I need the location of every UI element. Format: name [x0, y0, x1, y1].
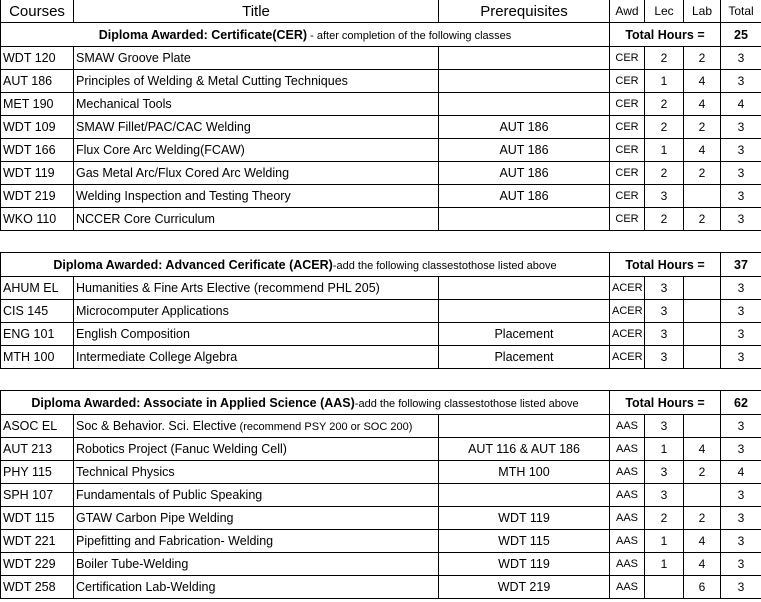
course-prereq: [439, 415, 610, 438]
spacer-cell: [1, 369, 761, 391]
course-code: PHY 115: [1, 461, 74, 484]
spacer-cell: [1, 231, 761, 253]
course-total: 4: [721, 461, 761, 484]
course-title: [74, 208, 439, 231]
course-code: WDT 229: [1, 553, 74, 576]
table-row: [1, 438, 761, 461]
course-prereq: [439, 70, 610, 93]
section-title: [1, 391, 610, 415]
header-courses: Courses: [1, 0, 74, 23]
header-lec: Lec: [645, 0, 684, 23]
table-row: [1, 93, 761, 116]
course-code: MTH 100: [1, 346, 74, 369]
course-prereq: [439, 93, 610, 116]
section-title: [1, 23, 610, 47]
course-prereq: WDT 219: [439, 576, 610, 599]
total-hours-value: 37: [721, 253, 761, 277]
course-total: 3: [721, 576, 761, 599]
course-prereq: Placement: [439, 346, 610, 369]
course-code: ASOC EL: [1, 415, 74, 438]
course-total: 3: [721, 47, 761, 70]
table-row: [1, 277, 761, 300]
course-prereq: AUT 186: [439, 185, 610, 208]
course-lab: 2: [684, 507, 721, 530]
course-total: 3: [721, 185, 761, 208]
table-row: [1, 300, 761, 323]
course-lec: [645, 576, 684, 599]
table-row: [1, 553, 761, 576]
course-title: [74, 185, 439, 208]
course-prereq: [439, 208, 610, 231]
table-row: [1, 530, 761, 553]
course-title-text: Mechanical Tools: [76, 97, 172, 111]
course-lec: 3: [645, 323, 684, 346]
course-total: 3: [721, 346, 761, 369]
course-prereq: WDT 119: [439, 507, 610, 530]
course-lab: 4: [684, 139, 721, 162]
course-title-text: Welding Inspection and Testing Theory: [76, 189, 291, 203]
course-total: 3: [721, 415, 761, 438]
course-lec: 3: [645, 484, 684, 507]
course-lec: 1: [645, 530, 684, 553]
course-prereq: AUT 186: [439, 116, 610, 139]
course-award: AAS: [610, 507, 645, 530]
course-code: SPH 107: [1, 484, 74, 507]
course-title: [74, 415, 439, 438]
section-label: Diploma Awarded: Advanced Cerificate (ACER): [53, 257, 333, 272]
course-award: AAS: [610, 530, 645, 553]
course-title-text: Certification Lab-Welding: [76, 580, 216, 594]
course-lab: 2: [684, 47, 721, 70]
course-title: [74, 323, 439, 346]
course-prereq: [439, 47, 610, 70]
course-award: CER: [610, 139, 645, 162]
course-lec: 1: [645, 139, 684, 162]
section-label: Diploma Awarded: Associate in Applied Science (AAS): [31, 395, 355, 410]
course-lec: 3: [645, 185, 684, 208]
course-prereq: Placement: [439, 323, 610, 346]
table-row: [1, 208, 761, 231]
course-title-text: SMAW Groove Plate: [76, 51, 191, 65]
course-code: WDT 221: [1, 530, 74, 553]
course-lab: 2: [684, 116, 721, 139]
course-title: [74, 530, 439, 553]
course-lec: 2: [645, 507, 684, 530]
table-row: [1, 139, 761, 162]
course-award: AAS: [610, 553, 645, 576]
header-title: Title: [74, 0, 439, 23]
course-title-text: Microcomputer Applications: [76, 304, 229, 318]
course-code: AUT 186: [1, 70, 74, 93]
table-row: [1, 47, 761, 70]
course-lab: 4: [684, 438, 721, 461]
course-title: [74, 553, 439, 576]
table-row: [1, 185, 761, 208]
table-row: [1, 323, 761, 346]
course-title: [74, 438, 439, 461]
course-total: 3: [721, 116, 761, 139]
course-lec: 2: [645, 162, 684, 185]
course-total: 3: [721, 530, 761, 553]
course-title: [74, 277, 439, 300]
course-title-text: Flux Core Arc Welding(FCAW): [76, 143, 245, 157]
course-code: MET 190: [1, 93, 74, 116]
course-title: [74, 461, 439, 484]
course-total: 4: [721, 93, 761, 116]
course-title: [74, 346, 439, 369]
course-code: WDT 109: [1, 116, 74, 139]
section-header-row: [1, 23, 761, 47]
table-row: [1, 484, 761, 507]
course-title-text: Gas Metal Arc/Flux Cored Arc Welding: [76, 166, 290, 180]
section-header-row: [1, 253, 761, 277]
course-code: WDT 120: [1, 47, 74, 70]
table-row: [1, 507, 761, 530]
course-prereq: [439, 484, 610, 507]
section-note: - after completion of the following classes: [307, 29, 512, 42]
course-lec: 3: [645, 277, 684, 300]
course-total: 3: [721, 277, 761, 300]
course-code: WDT 258: [1, 576, 74, 599]
course-code: ENG 101: [1, 323, 74, 346]
total-hours-value: 25: [721, 23, 761, 47]
course-total: 3: [721, 208, 761, 231]
course-title-text: SMAW Fillet/PAC/CAC Welding: [76, 120, 251, 134]
section-note: -add the following classestothose listed above: [354, 397, 579, 410]
course-title-text: Principles of Welding & Metal Cutting Techniques: [76, 74, 348, 88]
header-total: Total: [721, 0, 761, 23]
course-lec: 2: [645, 47, 684, 70]
course-lec: 2: [645, 93, 684, 116]
course-title: [74, 300, 439, 323]
course-total: 3: [721, 484, 761, 507]
course-total: 3: [721, 139, 761, 162]
course-award: CER: [610, 162, 645, 185]
table-row: [1, 461, 761, 484]
course-prereq: [439, 277, 610, 300]
course-code: WDT 115: [1, 507, 74, 530]
section-header-row: [1, 391, 761, 415]
course-prereq: MTH 100: [439, 461, 610, 484]
course-title-text: NCCER Core Curriculum: [76, 212, 215, 226]
course-award: CER: [610, 70, 645, 93]
course-lec: 3: [645, 461, 684, 484]
course-lab: [684, 484, 721, 507]
course-total: 3: [721, 553, 761, 576]
table-row: [1, 162, 761, 185]
course-award: ACER: [610, 346, 645, 369]
course-award: ACER: [610, 277, 645, 300]
course-prereq: AUT 186: [439, 162, 610, 185]
course-award: CER: [610, 47, 645, 70]
course-award: CER: [610, 93, 645, 116]
course-lec: 3: [645, 415, 684, 438]
course-prereq: WDT 119: [439, 553, 610, 576]
course-lec: 2: [645, 116, 684, 139]
table-row: [1, 576, 761, 599]
course-lab: 4: [684, 530, 721, 553]
course-total: 3: [721, 162, 761, 185]
table-row: [1, 116, 761, 139]
total-hours-label: Total Hours =: [610, 253, 721, 277]
course-title-text: Pipefitting and Fabrication- Welding: [76, 534, 274, 548]
course-title: [74, 93, 439, 116]
total-hours-value: 62: [721, 391, 761, 415]
table-row: [1, 346, 761, 369]
table-row: [1, 415, 761, 438]
course-award: AAS: [610, 415, 645, 438]
course-code: WDT 219: [1, 185, 74, 208]
course-code: WDT 119: [1, 162, 74, 185]
course-lec: 1: [645, 438, 684, 461]
course-total: 3: [721, 300, 761, 323]
course-award: AAS: [610, 438, 645, 461]
course-title-text: Technical Physics: [76, 465, 175, 479]
course-code: WDT 166: [1, 139, 74, 162]
spacer-row: [1, 231, 761, 253]
course-title-text: Humanities & Fine Arts Elective (recommend PHL 205): [76, 281, 380, 295]
header-awd: Awd: [610, 0, 645, 23]
course-lab: [684, 415, 721, 438]
course-award: ACER: [610, 323, 645, 346]
course-total: 3: [721, 438, 761, 461]
course-title: [74, 484, 439, 507]
course-lec: 1: [645, 553, 684, 576]
course-lab: 2: [684, 461, 721, 484]
course-lab: 2: [684, 208, 721, 231]
course-award: CER: [610, 116, 645, 139]
course-lec: 2: [645, 208, 684, 231]
course-total: 3: [721, 507, 761, 530]
header-lab: Lab: [684, 0, 721, 23]
course-title-note: (recommend PSY 200 or SOC 200): [236, 421, 413, 433]
course-title-text: Soc & Behavior. Sci. Elective: [76, 419, 237, 433]
course-prereq: AUT 186: [439, 139, 610, 162]
course-award: CER: [610, 208, 645, 231]
table-row: [1, 70, 761, 93]
course-title-text: Intermediate College Algebra: [76, 350, 238, 364]
course-code: AUT 213: [1, 438, 74, 461]
course-lab: 4: [684, 553, 721, 576]
course-lec: 3: [645, 346, 684, 369]
course-title-text: GTAW Carbon Pipe Welding: [76, 511, 234, 525]
course-title: [74, 507, 439, 530]
section-title: [1, 253, 610, 277]
course-award: CER: [610, 185, 645, 208]
course-lab: [684, 185, 721, 208]
course-lab: 4: [684, 93, 721, 116]
course-title: [74, 47, 439, 70]
course-lab: [684, 323, 721, 346]
course-lab: [684, 300, 721, 323]
course-title-text: Robotics Project (Fanuc Welding Cell): [76, 442, 287, 456]
course-title-text: Fundamentals of Public Speaking: [76, 488, 263, 502]
course-title: [74, 116, 439, 139]
course-title: [74, 139, 439, 162]
course-code: CIS 145: [1, 300, 74, 323]
course-award: AAS: [610, 461, 645, 484]
course-title: [74, 70, 439, 93]
spacer-row: [1, 369, 761, 391]
course-total: 3: [721, 323, 761, 346]
course-lec: 3: [645, 300, 684, 323]
course-lab: 6: [684, 576, 721, 599]
course-prereq: WDT 115: [439, 530, 610, 553]
section-label: Diploma Awarded: Certificate(CER): [98, 27, 308, 42]
total-hours-label: Total Hours =: [610, 23, 721, 47]
course-total: 3: [721, 70, 761, 93]
course-code: WKO 110: [1, 208, 74, 231]
course-prereq: AUT 116 & AUT 186: [439, 438, 610, 461]
header-row: [1, 0, 761, 23]
course-code: AHUM EL: [1, 277, 74, 300]
total-hours-label: Total Hours =: [610, 391, 721, 415]
course-lab: [684, 277, 721, 300]
course-lab: 4: [684, 70, 721, 93]
course-title-text: Boiler Tube-Welding: [76, 557, 189, 571]
course-prereq: [439, 300, 610, 323]
course-award: AAS: [610, 484, 645, 507]
course-lab: 2: [684, 162, 721, 185]
course-title: [74, 576, 439, 599]
course-title-text: English Composition: [76, 327, 190, 341]
course-award: AAS: [610, 576, 645, 599]
course-lec: 1: [645, 70, 684, 93]
course-lab: [684, 346, 721, 369]
header-prereq: Prerequisites: [439, 0, 610, 23]
course-title: [74, 162, 439, 185]
section-note: -add the following classestothose listed above: [332, 259, 557, 272]
course-award: ACER: [610, 300, 645, 323]
